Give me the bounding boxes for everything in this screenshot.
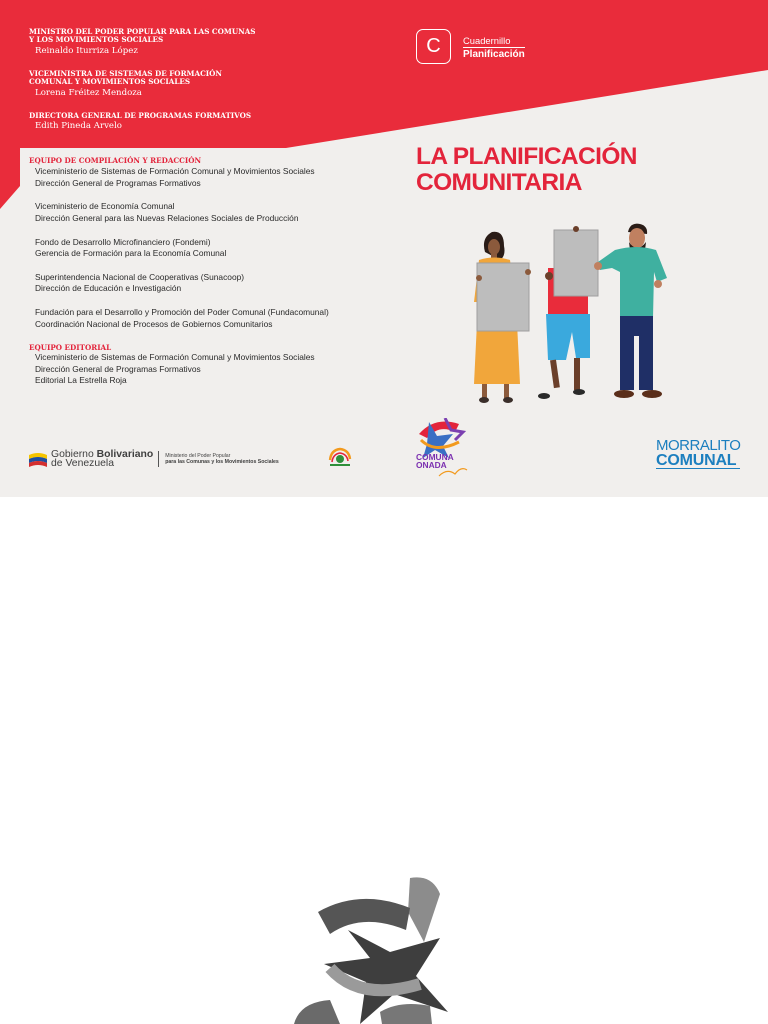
team-group — [29, 307, 329, 330]
team-line: Coordinación Nacional de Procesos de Gobiernos Comunitarios — [35, 318, 273, 329]
credit-role: MINISTRO DEL PODER POPULAR PARA LAS COMUNAS Y LOS MOVIMIENTOS SOCIALES — [29, 27, 256, 45]
badge-caption-line2: Planificación — [463, 49, 525, 60]
anniversary-logo-icon — [327, 446, 353, 470]
bolivariano-word: Bolivariano — [96, 448, 154, 460]
credit-role: VICEMINISTRA DE SISTEMAS DE FORMACIÓN COMUNAL Y MOVIMIENTOS SOCIALES — [29, 69, 222, 87]
compilation-team — [29, 157, 329, 330]
title-line1: LA PLANIFICACIÓN — [416, 143, 637, 170]
gobierno-bolivariano-logo — [28, 449, 279, 469]
credit-minister — [29, 28, 259, 57]
team-line: Viceministerio de Sistemas de Formación Comunal y Movimientos Sociales — [35, 352, 315, 363]
editorial-heading: EQUIPO EDITORIAL — [29, 343, 112, 352]
credit-name: Reinaldo Iturriza López — [35, 45, 138, 56]
team-group — [29, 166, 329, 189]
team-line: Fondo de Desarrollo Microfinanciero (Fondemi) — [35, 236, 211, 247]
title-line2: COMUNITARIA — [416, 169, 582, 196]
team-line: Fundación para el Desarrollo y Promoción del Poder Comunal (Fundacomunal) — [35, 307, 329, 318]
de-venezuela-text: de Venezuela — [51, 458, 114, 469]
people-with-signs-illustration — [470, 220, 675, 406]
comuna-word: COMUNA — [416, 452, 454, 462]
logo-divider — [158, 451, 159, 467]
team-line: Viceministerio de Economía Comunal — [35, 201, 175, 212]
comuna-o-nada-logo — [415, 418, 469, 478]
credits-block — [29, 28, 259, 57]
team-line: Dirección General de Programas Formativos — [35, 177, 201, 188]
team-line: Dirección de Educación e Investigación — [35, 283, 182, 294]
morralito-comunal-logo — [656, 439, 740, 469]
team-line: Editorial La Estrella Roja — [35, 375, 127, 386]
team-group — [29, 201, 329, 224]
team-line: Superintendencia Nacional de Cooperativas (Sunacoop) — [35, 271, 245, 282]
man-figure — [594, 224, 667, 398]
credit-name: Edith Pineda Arvelo — [35, 121, 122, 132]
team-group — [29, 272, 329, 295]
badge-caption — [463, 35, 525, 61]
gobierno-word: Gobierno — [51, 448, 97, 460]
team-line: Viceministerio de Sistemas de Formación Comunal y Movimientos Sociales — [35, 166, 315, 177]
team-group — [29, 237, 329, 260]
credit-role: DIRECTORA GENERAL DE PROGRAMAS FORMATIVOS — [29, 111, 252, 120]
compilation-heading: EQUIPO DE COMPILACIÓN Y REDACCIÓN — [29, 156, 202, 165]
venezuela-flag-icon — [28, 449, 48, 469]
comunal-word: COMUNAL — [656, 453, 740, 469]
gobierno-text — [51, 450, 153, 469]
credits-block-2 — [29, 70, 259, 99]
grayscale-comuna-star-logo — [290, 872, 480, 1024]
badge-caption-line1: Cuadernillo — [463, 35, 511, 46]
morralito-word: MORRALITO — [656, 437, 741, 454]
team-line: Dirección General para las Nuevas Relaciones Sociales de Producción — [35, 213, 299, 224]
ministerio-text — [165, 453, 279, 465]
team-line: Dirección General de Programas Formativos — [35, 363, 201, 374]
team-line: Gerencia de Formación para la Economía Comunal — [35, 248, 227, 259]
booklet-cover — [0, 0, 768, 497]
page-title — [416, 144, 637, 196]
woman-figure — [474, 232, 531, 403]
ministerio-line2: para las Comunas y los Movimientos Sociales — [165, 459, 279, 465]
boy-figure — [538, 226, 598, 399]
onada-word: ONADA — [416, 460, 447, 470]
cuadernillo-badge: C — [416, 29, 451, 64]
credits-block-3 — [29, 112, 259, 132]
ministerio-line1: Ministerio del Poder Popular — [165, 452, 231, 459]
editorial-team — [29, 344, 315, 387]
credit-name: Lorena Fréitez Mendoza — [35, 87, 142, 98]
